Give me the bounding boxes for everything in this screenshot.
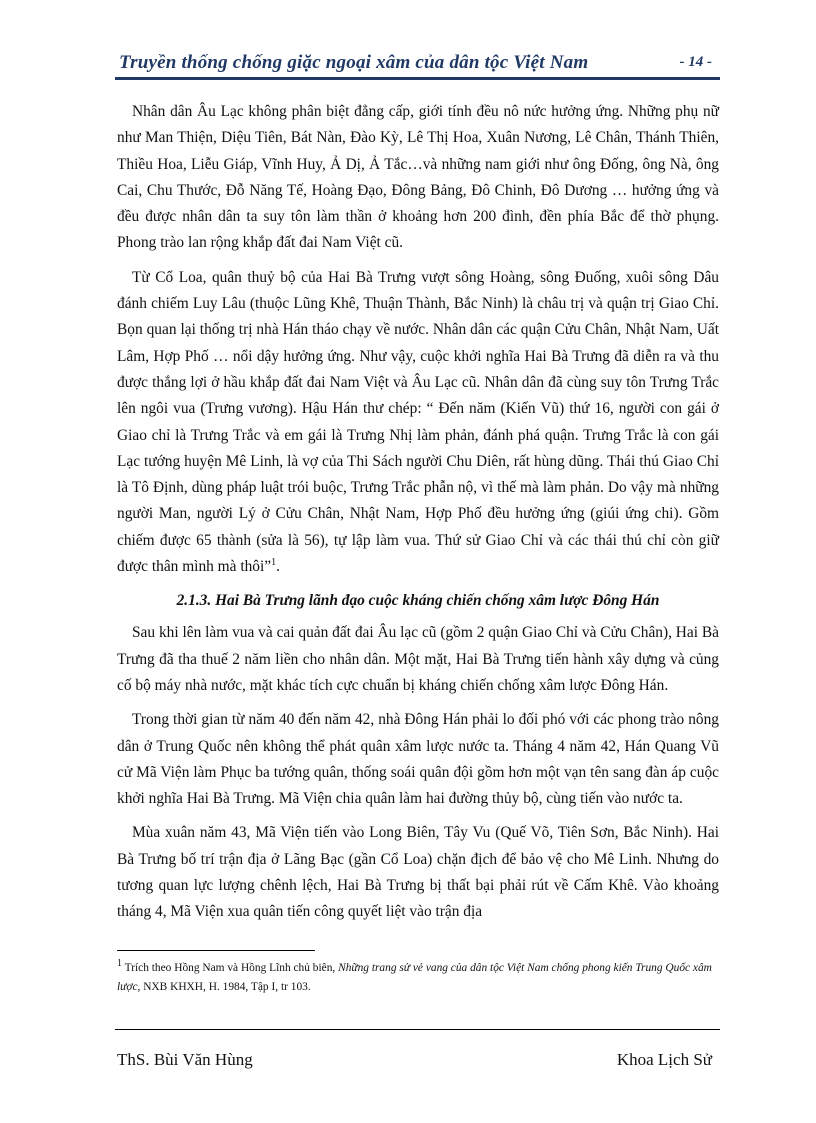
paragraph-5: Mùa xuân năm 43, Mã Viện tiến vào Long Biên, Tây Vu (Quế Võ, Tiên Sơn, Bắc Ninh). Hai Bà Trưng bố trí trận địa ở Lãng Bạc (gần Cổ Loa) chặn địch để bảo vệ cho Mê Linh. Nhưng do tương quan lực lượng chênh lệch, Hai Bà Trưng bị thất bại phải rút về Cấm Khê. Vào khoảng tháng 4, Mã Viện xua quân tiến công quyết liệt vào trận địa xyxy=(117,824,719,921)
section-heading: 2.1.3. Hai Bà Trưng lãnh đạo cuộc kháng chiến chống xâm lược Đông Hán xyxy=(176,592,660,610)
footnote-divider xyxy=(117,950,315,951)
footnote-mark: 1 xyxy=(117,958,122,970)
page-number: - 14 - xyxy=(679,54,712,70)
paragraph-1: Nhân dân Âu Lạc không phân biệt đẳng cấp, giới tính đều nô nức hưởng ứng. Những phụ nữ như Man Thiện, Diệu Tiên, Bát Nàn, Đào Kỳ, Lê Thị Hoa, Xuân Nương, Lê Chân, Thánh Thiên, Thiều Hoa, Liễu Giáp, Vĩnh Huy, Ả Dị, Ả Tắc…và những nam giới như ông Đống, ông Nà, ông Cai, Chu Thước, Đỗ Năng Tế, Hoàng Đạo, Đông Bảng, Đô Chinh, Đô Dương … hưởng ứng và đều được nhân dân ta suy tôn làm thần ở khoảng hơn 200 đình, đền phía Bắc để thờ phụng. Phong trào lan rộng khắp đất đai Nam Việt cũ. xyxy=(117,103,719,252)
main-content xyxy=(117,99,719,934)
footnote-reference[interactable]: 1 xyxy=(271,556,277,568)
footnote-prefix: Trích theo Hồng Nam và Hồng Lĩnh chủ biên, xyxy=(122,962,339,974)
page-header xyxy=(115,50,720,76)
paragraph-4: Trong thời gian từ năm 40 đến năm 42, nhà Đông Hán phải lo đối phó với các phong trào nông dân ở Trung Quốc nên không thể phát quân xâm lược nước ta. Tháng 4 năm 42, Hán Quang Vũ cử Mã Viện làm Phục ba tướng quân, thống soái quân đội gồm hơn một vạn tên sang đàn áp cuộc khởi nghĩa Hai Bà Trưng. Mã Viện chia quân làm hai đường thủy bộ, cùng tiến vào nước ta. xyxy=(117,711,719,808)
paragraph-3: Sau khi lên làm vua và cai quản đất đai Âu lạc cũ (gồm 2 quận Giao Chỉ và Cửu Chân), Hai Bà Trưng đã tha thuế 2 năm liền cho nhân dân. Một mặt, Hai Bà Trưng tiến hành xây dựng và củng cố bộ máy nhà nước, mặt khác tích cực chuẩn bị kháng chiến chống xâm lược Đông Hán. xyxy=(117,624,719,694)
paragraph-2-end: . xyxy=(276,558,280,576)
header-divider xyxy=(115,77,720,80)
footnote xyxy=(117,959,717,997)
paragraph-2 xyxy=(117,265,719,581)
footer-department: Khoa Lịch Sử xyxy=(616,1050,712,1069)
footer-author: ThS. Bùi Văn Hùng xyxy=(117,1050,253,1069)
footer-divider xyxy=(115,1029,720,1030)
footnote-suffix: , NXB KHXH, H. 1984, Tập I, tr 103. xyxy=(137,981,311,993)
header-title: Truyền thống chống giặc ngoại xâm của dân tộc Việt Nam xyxy=(119,52,589,73)
footnote-source-title: Những trang sử vẻ vang của dân tộc Việt Nam chống phong kiến Trung Quốc xâm lược xyxy=(117,962,712,993)
paragraph-2-text: Từ Cổ Loa, quân thuỷ bộ của Hai Bà Trưng vượt sông Hoàng, sông Đuống, xuôi sông Dâu đánh chiếm Luy Lâu (thuộc Lũng Khê, Thuận Thành, Bắc Ninh) là châu trị và quận trị Giao Chỉ. Bọn quan lại thống trị nhà Hán tháo chạy về nước. Nhân dân các quận Cửu Chân, Nhật Nam, Uất Lâm, Hợp Phố … nổi dậy hưởng ứng. Như vậy, cuộc khởi nghĩa Hai Bà Trưng đã diễn ra và thu được thắng lợi ở hầu khắp đất đai Nam Việt và Âu Lạc cũ. Nhân dân đã cùng suy tôn Trưng Trắc lên ngôi vua (Trưng vương). Hậu Hán thư chép: “ Đến năm (Kiến Vũ) thứ 16, người con gái ở Giao chỉ là Trưng Trắc và em gái là Trưng Nhị làm phản, đánh phá quận. Trưng Trắc là con gái Lạc tướng huyện Mê Linh, là vợ của Thi Sách người Chu Diên, rất hùng dũng. Thái thú Giao Chỉ là Tô Định, dùng pháp luật trói buộc, Trưng Trắc phẫn nộ, vì thế mà làm phản. Do vậy mà những người Man, người Lý ở Cửu Chân, Nhật Nam, Hợp Phố đều hưởng ứng (giúi ứng chi). Gồm chiếm được 65 thành (sửa là 56), tự lập làm vua. Thứ sử Giao Chỉ và các thái thú chỉ còn giữ được thân mình mà thôi” xyxy=(117,268,719,576)
